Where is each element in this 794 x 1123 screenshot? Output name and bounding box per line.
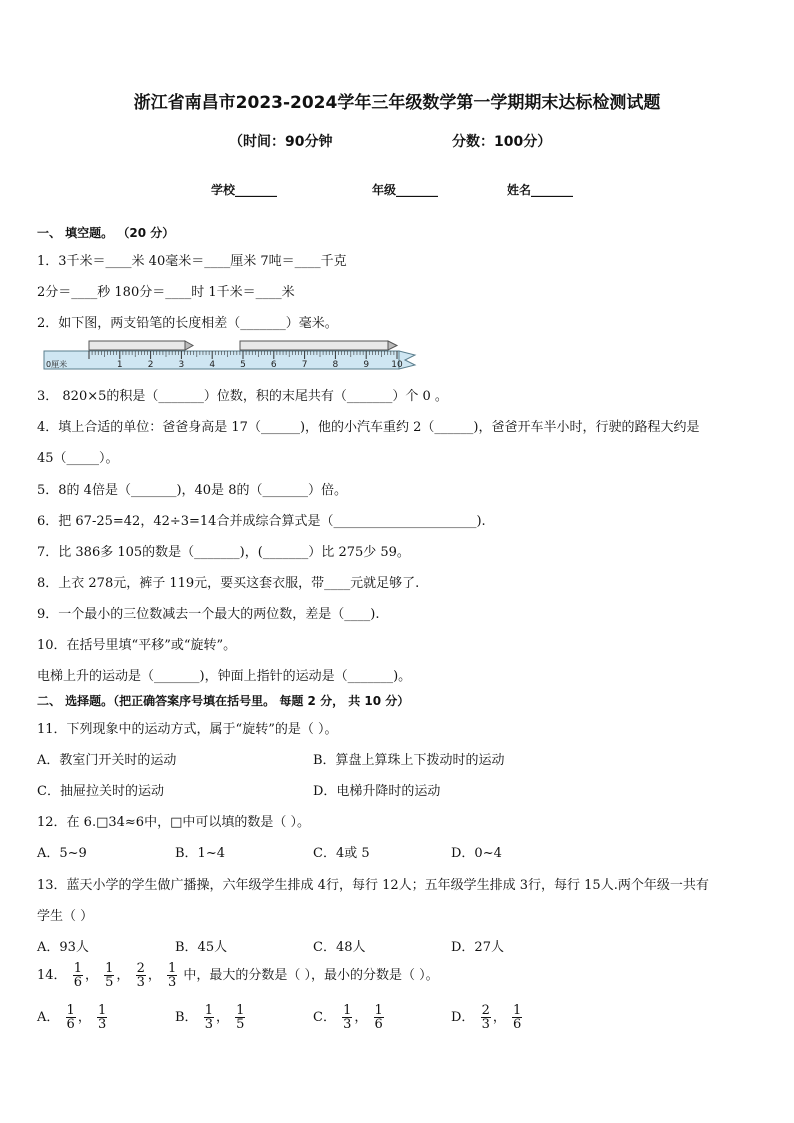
question-13-option-b[interactable]: B．45人 <box>175 940 228 955</box>
question-14-option-d[interactable]: D． $\frac{2}{3}$ ， $\frac{1}{6}$ <box>451 1003 522 1032</box>
question-4-line-2: 45（_____）。 <box>37 451 119 466</box>
question-11-option-c[interactable]: C．抽屉拉关时的运动 <box>37 784 164 799</box>
question-11: 11．下列现象中的运动方式，属于“旋转”的是（ ）。 <box>37 722 338 737</box>
ruler-zero-label: 0厘米 <box>46 360 68 369</box>
question-14: 14． $\frac{1}{6}$ ， $\frac{1}{5}$ ， $\frac{2}{3}$ ， $\frac{1}{3}$ 中，最大的分数是（ ），最小的分数是（ ）。 <box>37 961 439 990</box>
fraction-1-3: $\frac{1}{3}$ <box>168 961 177 990</box>
question-13-line-2: 学生（ ） <box>37 909 94 924</box>
pencil-2 <box>240 341 388 350</box>
ruler-tick-label: 7 <box>301 360 308 370</box>
question-8: 8．上衣 278元，裤子 119元，要买这套衣服，带____元就足够了. <box>37 576 420 591</box>
school-field[interactable]: 学校_______ <box>211 183 278 197</box>
question-13-option-c[interactable]: C．48人 <box>313 940 366 955</box>
question-14-text: 中，最大的分数是（ ），最小的分数是（ ）。 <box>183 968 439 983</box>
question-11-option-d[interactable]: D．电梯升降时的运动 <box>313 784 441 799</box>
question-10-line-1: 10．在括号里填“平移”或“旋转”。 <box>37 638 237 653</box>
fraction-2-3: $\frac{2}{3}$ <box>136 961 145 990</box>
question-12-option-d[interactable]: D．0~4 <box>451 846 502 861</box>
exam-score: 分数：100分） <box>452 134 552 150</box>
question-13-option-d[interactable]: D．27人 <box>451 940 504 955</box>
ruler-tick-label: 8 <box>332 360 339 370</box>
ruler-tick-label: 3 <box>178 360 185 370</box>
question-1-line-2: 2分＝____秒 180分＝____时 1千米＝____米 <box>37 285 295 300</box>
question-14-option-b[interactable]: B． $\frac{1}{3}$ ， $\frac{1}{5}$ <box>175 1003 245 1032</box>
question-11-option-a[interactable]: A．教室门开关时的运动 <box>37 753 177 768</box>
pencil-1 <box>89 341 185 350</box>
fraction-1-5: $\frac{1}{5}$ <box>105 961 114 990</box>
question-11-option-b[interactable]: B．算盘上算珠上下拨动时的运动 <box>313 753 505 768</box>
question-12: 12．在 6.□34≈6中，□中可以填的数是（ ）。 <box>37 815 310 830</box>
question-14-option-a[interactable]: A． $\frac{1}{6}$ ， $\frac{1}{3}$ <box>37 1003 107 1032</box>
ruler-tick-label: 9 <box>363 360 370 370</box>
question-6: 6．把 67-25=42，42÷3=14合并成综合算式是（______________________). <box>37 514 486 529</box>
pencil-2-tip <box>388 341 397 350</box>
question-10-line-2: 电梯上升的运动是（_______)，钟面上指针的运动是（_______)。 <box>37 669 412 684</box>
question-14-option-c[interactable]: C． $\frac{1}{3}$ ， $\frac{1}{6}$ <box>313 1003 383 1032</box>
question-14-prefix: 14． <box>37 968 67 983</box>
question-2: 2．如下图，两支铅笔的长度相差（_______）毫米。 <box>37 316 338 331</box>
question-4-line-1: 4．填上合适的单位：爸爸身高是 17（______)，他的小汽车重约 2（______)，爸爸开车半小时，行驶的路程大约是 <box>37 420 700 435</box>
ruler-tick-label: 2 <box>147 360 154 370</box>
question-9: 9．一个最小的三位数减去一个最大的两位数，差是（____). <box>37 607 380 622</box>
question-5: 5．8的 4倍是（_______)，40是 8的（_______）倍。 <box>37 483 347 498</box>
page-title: 浙江省南昌市2023-2024学年三年级数学第一学期期末达标检测试题 <box>133 93 661 113</box>
section-2-heading: 二、 选择题。（把正确答案序号填在括号里。 每题 2 分， 共 10 分） <box>37 694 410 708</box>
ruler-figure <box>43 338 418 370</box>
question-3: 3． 820×5的积是（_______）位数，积的末尾共有（_______）个 0 。 <box>37 389 448 404</box>
question-13-option-a[interactable]: A．93人 <box>37 940 89 955</box>
section-1-heading: 一、 填空题。 （20 分） <box>37 226 175 240</box>
grade-field[interactable]: 年级_______ <box>372 183 439 197</box>
ruler-svg <box>43 338 418 370</box>
fraction-1-6: $\frac{1}{6}$ <box>73 961 82 990</box>
question-1-line-1: 1．3千米＝____米 40毫米＝____厘米 7吨＝____千克 <box>37 254 347 269</box>
ruler-tick-label: 10 <box>391 360 403 370</box>
exam-time: （时间：90分钟 <box>229 134 333 150</box>
ruler-tick-label: 4 <box>209 360 216 370</box>
pencil-1-tip <box>185 341 193 350</box>
question-7: 7．比 386多 105的数是（_______)，(_______）比 275少 59。 <box>37 545 410 560</box>
question-12-option-b[interactable]: B．1~4 <box>175 846 225 861</box>
ruler-tick-label: 1 <box>116 360 123 370</box>
question-12-option-c[interactable]: C．4或 5 <box>313 846 370 861</box>
name-field[interactable]: 姓名_______ <box>507 183 574 197</box>
question-12-option-a[interactable]: A．5~9 <box>37 846 87 861</box>
ruler-tick-label: 5 <box>240 360 246 370</box>
ruler-tick-label: 6 <box>270 360 277 370</box>
question-13-line-1: 13．蓝天小学的学生做广播操，六年级学生排成 4行，每行 12人；五年级学生排成 3行，每行 15人.两个年级一共有 <box>37 878 709 893</box>
